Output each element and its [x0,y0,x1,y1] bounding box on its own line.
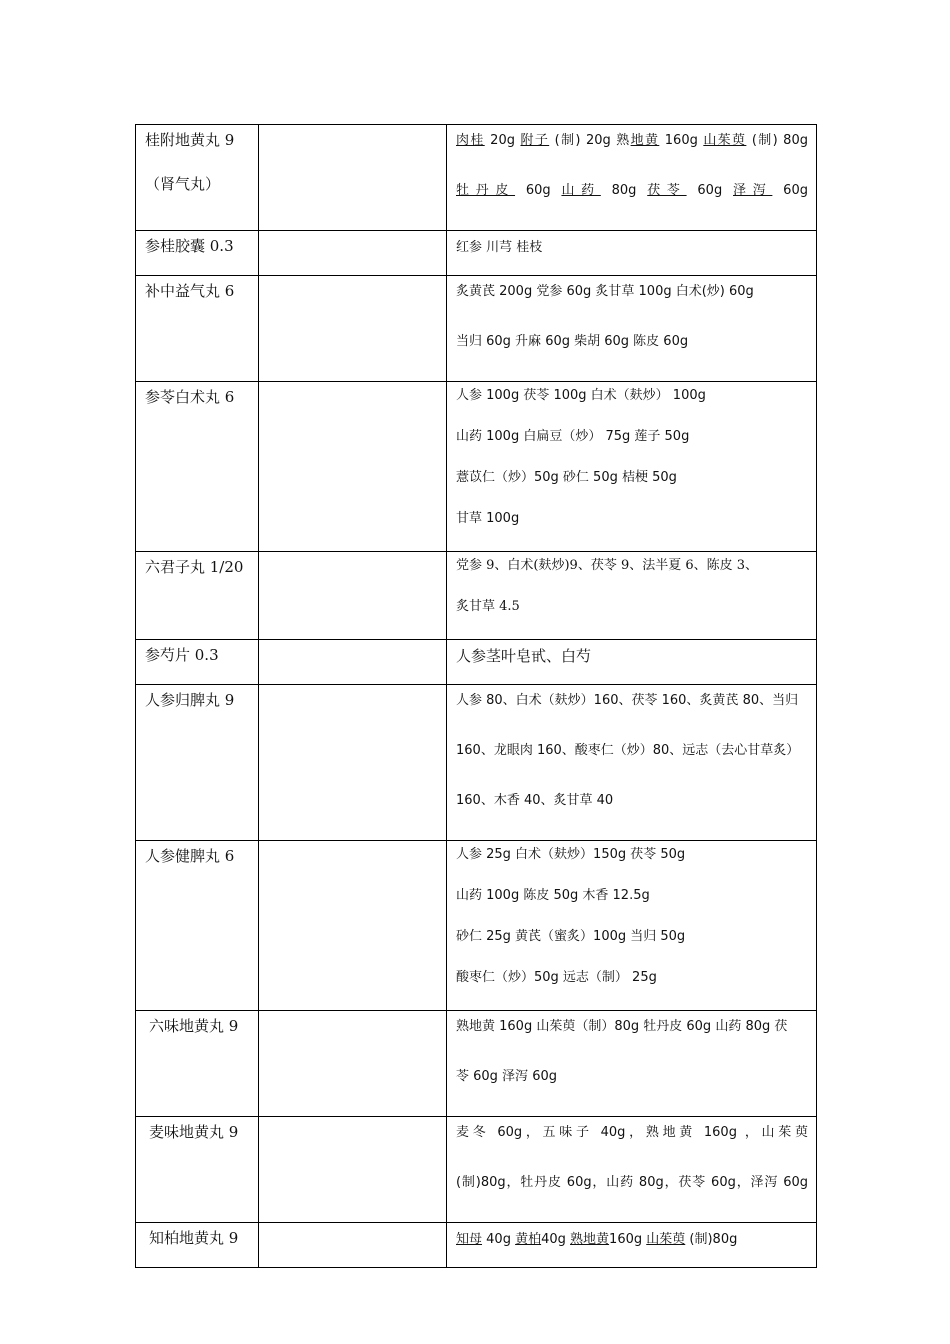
ingredient-text: 人参 80、白术（麸炒）160、茯苓 160、炙黄芪 80、当归 [456,693,799,708]
ingredient-text: 酸枣仁（炒）50g 远志（制） 25g [456,970,657,985]
ingredient-line [456,166,808,216]
ingredient-line [456,557,808,598]
blank-cell [259,841,447,1011]
ingredient-text: 60g [515,183,562,198]
ingredients [447,685,816,840]
ingredients [447,276,816,381]
table-row [136,125,817,231]
ingredient-text: 薏苡仁（炒）50g 砂仁 50g 桔梗 50g [456,470,677,485]
ingredients-cell [447,125,817,231]
ingredients [447,1117,816,1222]
ingredient-line [456,1228,808,1247]
ingredient-text: 炙黄芪 200g 党参 60g 炙甘草 100g 白术(炒) 60g [456,284,754,299]
ingredient-line [456,428,808,469]
ingredient-text: 红参 川芎 桂枝 [456,240,543,255]
ingredient-line [456,726,808,776]
ingredient-term: 泽泻 [733,183,773,198]
table-row [136,1117,817,1223]
ingredient-text: 80g [600,183,648,198]
table-row [136,276,817,382]
ingredient-text: 20g [484,133,521,148]
ingredient-text: 山药 100g 陈皮 50g 木香 12.5g [456,888,650,903]
ingredient-line [456,125,808,166]
blank-cell [259,1223,447,1268]
ingredient-term: 地黄 [630,133,660,148]
ingredient-text: (制)80g，牡丹皮 60g，山药 80g，茯苓 60g，泽泻 60g [456,1175,808,1190]
formula-name: 参桂胶囊 0.3 [145,237,234,255]
ingredient-line [456,645,808,666]
ingredient-term: 茯苓 [647,183,687,198]
ingredient-line [456,1158,808,1208]
blank-cell [259,231,447,276]
ingredient-text: (制) 20g 熟 [549,133,631,148]
ingredient-term: 附子 [520,133,550,148]
ingredient-text: 熟地黄 160g 山茱萸（制）80g 牡丹皮 60g 山药 80g 茯 [456,1019,788,1034]
ingredient-text: 当归 60g 升麻 60g 柴胡 60g 陈皮 60g [456,334,689,349]
ingredient-term: 山药 [561,183,601,198]
ingredient-text: 160、龙眼肉 160、酸枣仁（炒）80、远志（去心甘草炙） [456,743,800,758]
ingredient-text: 麦冬 60g，五味子 40g，熟地黄 160g ，山茱萸 [456,1125,808,1140]
ingredient-text: 60g [686,183,734,198]
ingredient-text: 40g [541,1232,571,1247]
ingredient-text: 人参 100g 茯苓 100g 白术（麸炒） 100g [456,388,706,403]
ingredients [447,552,816,639]
formula-name: 六味地黄丸 9 [149,1017,239,1035]
ingredient-text: 炙甘草 4.5 [456,599,520,614]
ingredient-line [456,846,808,887]
table-row [136,1011,817,1117]
blank-cell [259,552,447,640]
ingredients [447,125,816,230]
ingredient-text: 160g [609,1232,647,1247]
ingredients [447,841,816,1010]
name-cell [136,125,259,231]
ingredient-text: 60g [772,183,808,198]
formula-name: 参芍片 0.3 [145,646,219,664]
table-row [136,640,817,685]
formula-name: 人参健脾丸 6 [145,847,235,865]
formula-name: 知柏地黄丸 9 [149,1229,239,1247]
table-row [136,685,817,841]
ingredient-line [456,387,808,428]
formula-alias: （肾气丸） [145,175,221,193]
table-row [136,1223,817,1268]
blank-cell [259,125,447,231]
ingredient-line [456,928,808,969]
ingredient-line [456,317,808,367]
ingredient-line [456,1117,808,1158]
ingredient-text: 人参 25g 白术（麸炒）150g 茯苓 50g [456,847,686,862]
formula-name: 六君子丸 1/20 [145,558,244,576]
blank-cell [259,1011,447,1117]
ingredient-line [456,776,808,826]
ingredients [447,382,816,551]
ingredients [447,640,816,666]
formula-name: 补中益气丸 6 [145,282,235,300]
ingredient-text: 40g [482,1232,516,1247]
table-row [136,382,817,552]
blank-cell [259,276,447,382]
ingredient-line [456,469,808,510]
formula-name: 人参归脾丸 9 [145,691,235,709]
ingredient-text: 160、木香 40、炙甘草 40 [456,793,614,808]
ingredient-text: 山药 100g 白扁豆（炒） 75g 莲子 50g [456,429,690,444]
table-row [136,841,817,1011]
ingredient-line [456,598,808,639]
ingredient-line [456,276,808,317]
ingredient-text: 苓 60g 泽泻 60g [456,1069,557,1084]
ingredient-line [456,887,808,928]
ingredients [447,1223,816,1247]
formula-table [135,124,817,1268]
formula-name: 桂附地黄丸 9 [145,131,235,149]
ingredient-term: 牡丹皮 [456,183,516,198]
ingredient-term: 熟地黄 [570,1232,610,1247]
formula-name: 麦味地黄丸 9 [149,1123,239,1141]
ingredient-term: 山茱萸 [646,1232,686,1247]
ingredient-line [456,510,808,551]
table-row [136,552,817,640]
formula-name: 参苓白术丸 6 [145,388,235,406]
ingredient-line [456,1011,808,1052]
ingredient-text: 甘草 100g [456,511,520,526]
blank-cell [259,685,447,841]
blank-cell [259,382,447,552]
ingredients [447,231,816,255]
blank-cell [259,1117,447,1223]
ingredient-line [456,1052,808,1102]
ingredient-term: 山茱萸 [703,133,747,148]
blank-cell [259,640,447,685]
ingredient-text: (制) 80g [746,133,808,148]
ingredient-line [456,685,808,726]
table-row [136,231,817,276]
ingredient-term: 肉桂 [456,133,485,148]
ingredient-line [456,236,808,255]
ingredients [447,1011,816,1116]
ingredient-term: 知母 [456,1232,483,1247]
ingredient-text: (制)80g [685,1232,738,1247]
ingredient-term: 黄柏 [515,1232,542,1247]
ingredient-line [456,969,808,1010]
ingredient-text: 人参茎叶皂甙、白芍 [456,647,592,665]
ingredient-text: 砂仁 25g 黄芪（蜜炙）100g 当归 50g [456,929,686,944]
ingredient-text: 党参 9、白术(麸炒)9、茯苓 9、法半夏 6、陈皮 3、 [456,558,759,573]
ingredient-text: 160g [659,133,704,148]
